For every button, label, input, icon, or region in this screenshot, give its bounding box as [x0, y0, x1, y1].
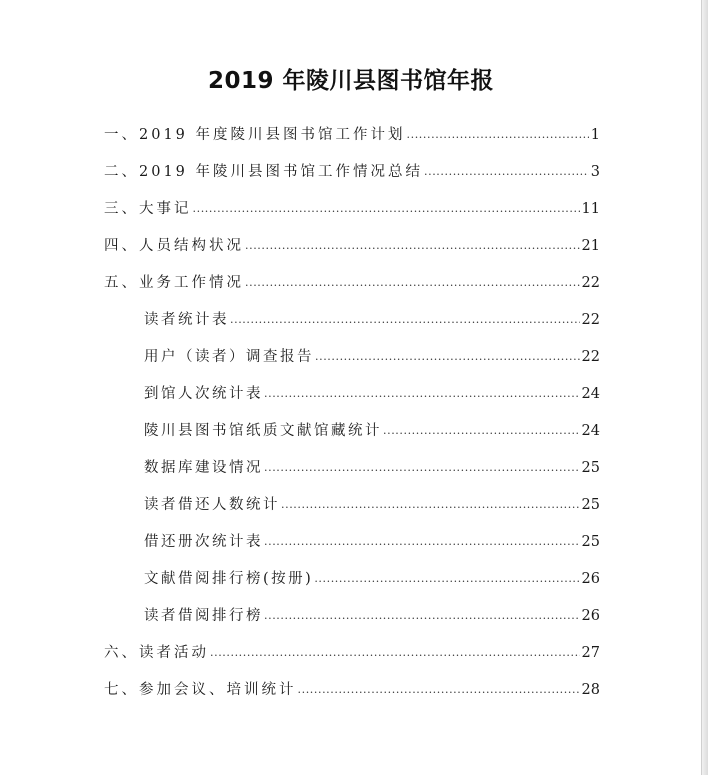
toc-subentry-label: 用户（读者）调查报告 [144, 349, 314, 365]
toc-entry-page: 26 [581, 571, 600, 587]
toc-entry-page: 22 [581, 349, 600, 365]
toc-entry-label: 2019 年陵川县图书馆工作情况总结 [139, 164, 424, 180]
toc-subentry[interactable] [104, 384, 600, 421]
toc-leader-dots [407, 125, 589, 145]
toc-entry-page: 11 [581, 201, 600, 217]
toc-leader-dots [314, 569, 579, 589]
toc-entry[interactable] [104, 680, 600, 717]
toc-entry-number: 六、 [104, 645, 139, 661]
toc-leader-dots [245, 236, 580, 256]
toc-leader-dots [264, 606, 580, 626]
toc-leader-dots [245, 273, 580, 293]
toc-entry[interactable] [104, 162, 600, 199]
toc-entry-page: 21 [581, 238, 600, 254]
toc-entry-number: 三、 [104, 201, 139, 217]
toc-leader-dots [298, 680, 580, 700]
toc-entry-label: 大事记 [139, 201, 192, 217]
toc-subentry[interactable] [104, 421, 600, 458]
toc-subentry[interactable] [104, 569, 600, 606]
toc-leader-dots [264, 532, 580, 552]
toc-leader-dots [315, 347, 580, 367]
toc-subentry[interactable] [104, 347, 600, 384]
toc-entry-page: 25 [581, 460, 600, 476]
toc-subentry[interactable] [104, 532, 600, 569]
toc-entry-page: 25 [581, 497, 600, 513]
toc-leader-dots [281, 495, 580, 515]
document-title: 2019 年陵川县图书馆年报 [207, 68, 495, 94]
toc-entry-label: 业务工作情况 [139, 275, 244, 291]
toc-subentry[interactable] [104, 310, 600, 347]
toc-entry[interactable] [104, 643, 600, 680]
toc-entry-label: 人员结构状况 [139, 238, 244, 254]
toc-entry[interactable] [104, 273, 600, 310]
toc-entry-page: 22 [581, 275, 600, 291]
toc-subentry[interactable] [104, 606, 600, 643]
toc-leader-dots [264, 384, 580, 404]
toc-leader-dots [424, 162, 589, 182]
toc-entry-label: 读者活动 [139, 645, 209, 661]
toc-subentry-label: 文献借阅排行榜(按册) [144, 571, 314, 587]
toc-subentry-label: 到馆人次统计表 [144, 386, 263, 402]
toc-entry-page: 24 [581, 386, 600, 402]
toc-entry-page: 1 [590, 127, 600, 143]
toc-subentry-label: 读者借还人数统计 [144, 497, 280, 513]
toc-leader-dots [193, 199, 580, 219]
toc-leader-dots [210, 643, 580, 663]
toc-subentry-label: 读者统计表 [144, 312, 229, 328]
toc-entry-page: 24 [581, 423, 600, 439]
table-of-contents [104, 125, 600, 717]
toc-entry-label: 参加会议、培训统计 [139, 682, 297, 698]
page-edge [701, 0, 708, 775]
toc-subentry[interactable] [104, 495, 600, 532]
toc-subentry[interactable] [104, 458, 600, 495]
toc-entry-page: 28 [581, 682, 600, 698]
toc-entry[interactable] [104, 199, 600, 236]
toc-entry-number: 五、 [104, 275, 139, 291]
toc-entry-page: 3 [590, 164, 600, 180]
toc-entry-page: 25 [581, 534, 600, 550]
toc-subentry-label: 数据库建设情况 [144, 460, 263, 476]
toc-entry-page: 26 [581, 608, 600, 624]
toc-leader-dots [383, 421, 580, 441]
toc-entry[interactable] [104, 125, 600, 162]
toc-entry-page: 22 [581, 312, 600, 328]
toc-entry[interactable] [104, 236, 600, 273]
toc-subentry-label: 借还册次统计表 [144, 534, 263, 550]
toc-entry-page: 27 [581, 645, 600, 661]
toc-entry-number: 四、 [104, 238, 139, 254]
toc-subentry-label: 读者借阅排行榜 [144, 608, 263, 624]
toc-entry-label: 2019 年度陵川县图书馆工作计划 [139, 127, 406, 143]
toc-entry-number: 一、 [104, 127, 139, 143]
toc-leader-dots [230, 310, 580, 330]
toc-subentry-label: 陵川县图书馆纸质文献馆藏统计 [144, 423, 382, 439]
toc-leader-dots [264, 458, 580, 478]
toc-entry-number: 七、 [104, 682, 139, 698]
toc-entry-number: 二、 [104, 164, 139, 180]
